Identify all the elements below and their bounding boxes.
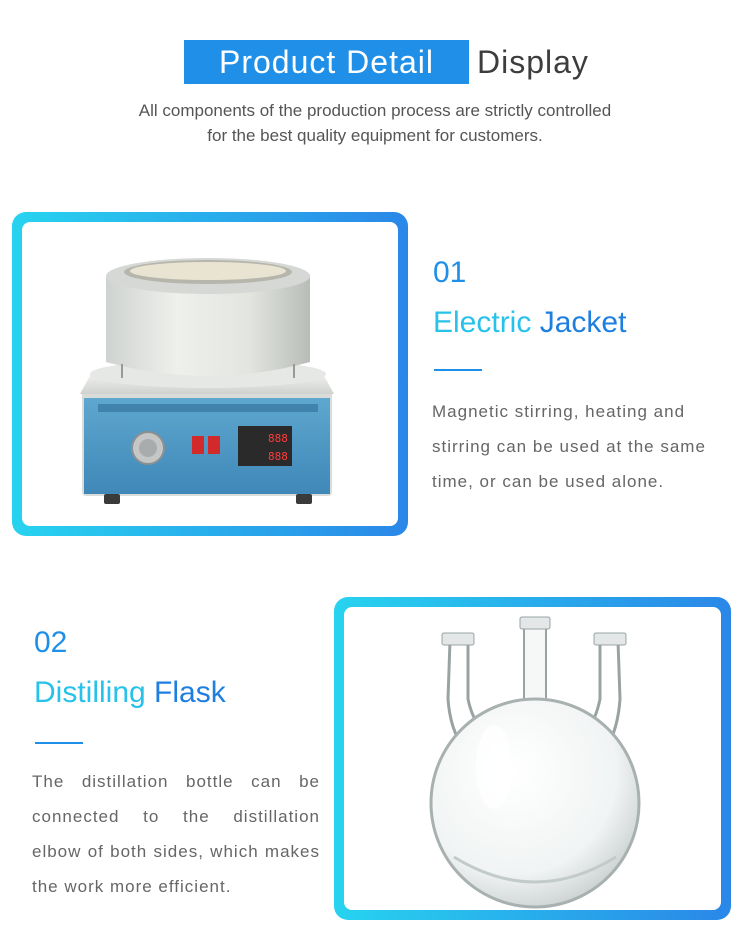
electric-jacket-image	[22, 222, 398, 526]
section1-title-part2: Jacket	[539, 306, 627, 339]
section1-description: Magnetic stirring, heating and stirring can be used at the same time, or can be used alone.	[432, 402, 706, 491]
svg-text:888: 888	[268, 450, 288, 463]
section-header	[0, 40, 750, 84]
distilling-flask-image-frame	[334, 597, 731, 920]
header-highlight: Product Detail	[184, 40, 469, 84]
distilling-flask-image	[344, 607, 721, 910]
control-panel	[84, 398, 330, 494]
section1-divider	[434, 369, 482, 371]
flask-bulb	[431, 699, 639, 907]
electric-jacket-image-frame	[12, 212, 408, 536]
three-neck-flask-illustration	[344, 607, 721, 910]
section2-title	[34, 676, 226, 710]
header-subtitle	[0, 98, 750, 148]
section2-divider	[35, 742, 83, 744]
section1-title	[433, 306, 626, 340]
header-rest: Display	[477, 43, 589, 80]
section2-title-part1: Distilling	[34, 676, 146, 709]
subtitle-line-2: for the best quality equipment for customers.	[207, 126, 543, 145]
section2-description: The distillation bottle can be connected to the distillation elbow of both sides, which makes the work more efficient.	[32, 772, 320, 896]
subtitle-line-1: All components of the production process are strictly controlled	[138, 101, 612, 120]
heating-mantle-illustration	[22, 222, 398, 526]
section1-title-part1: Electric	[433, 306, 532, 339]
section1-number: 01	[433, 256, 467, 289]
section2-title-part2: Flask	[154, 676, 226, 709]
svg-text:888: 888	[268, 432, 288, 445]
section2-number: 02	[34, 626, 68, 659]
